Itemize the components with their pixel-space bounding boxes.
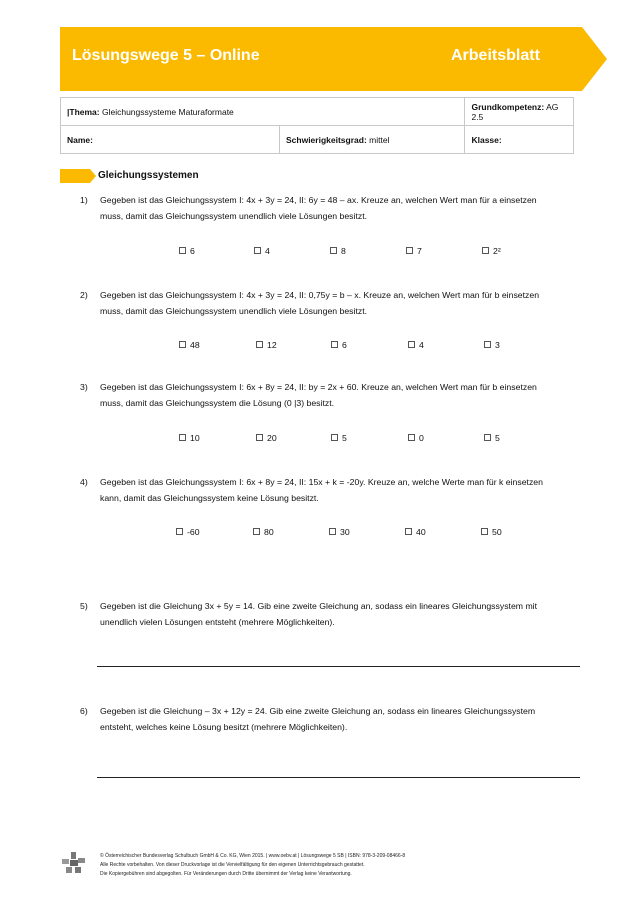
klasse-cell bbox=[465, 126, 574, 154]
question-number: 6) bbox=[80, 706, 88, 716]
option-label: 20 bbox=[267, 433, 277, 443]
answer-line-6[interactable] bbox=[97, 777, 580, 778]
option-checkbox[interactable] bbox=[405, 527, 426, 537]
checkbox-icon[interactable] bbox=[179, 341, 186, 348]
checkbox-icon[interactable] bbox=[408, 341, 415, 348]
option-checkbox[interactable] bbox=[256, 433, 277, 443]
checkbox-icon[interactable] bbox=[331, 341, 338, 348]
checkbox-icon[interactable] bbox=[481, 528, 488, 535]
option-label: 6 bbox=[342, 340, 347, 350]
thema-cell bbox=[61, 98, 465, 126]
option-checkbox[interactable] bbox=[253, 527, 274, 537]
section-arrow-icon bbox=[60, 169, 96, 183]
publisher-logo-icon bbox=[62, 852, 86, 874]
checkbox-icon[interactable] bbox=[484, 434, 491, 441]
checkbox-icon[interactable] bbox=[253, 528, 260, 535]
question-text: Gegeben ist das Gleichungssystem I: 6x + 8y = 24, II: 15x + k = -20y. Kreuze an, welche Werte man für k einsetzen kann, damit das Gleichungssystem keine Lösung besitzt. bbox=[100, 477, 543, 503]
worksheet-info-table bbox=[60, 97, 574, 154]
option-checkbox[interactable] bbox=[330, 246, 346, 256]
question-text: Gegeben ist das Gleichungssystem I: 4x + 3y = 24, II: 6y = 48 – ax. Kreuze an, welchen Wert man für a einsetzen muss, damit das Gleichungssystem unendlich viele Lösungen besitzt. bbox=[100, 195, 537, 221]
option-label: 5 bbox=[495, 433, 500, 443]
option-label: 3 bbox=[495, 340, 500, 350]
name-label: Name: bbox=[67, 134, 93, 145]
option-label: 48 bbox=[190, 340, 200, 350]
grundkompetenz-value: AG 2.5 bbox=[471, 101, 559, 122]
question-text: Gegeben ist die Gleichung – 3x + 12y = 24. Gib eine zweite Gleichung an, sodass ein lineares Gleichungssystem entsteht, welches keine Lösung besitzt (mehrere Möglichkeiten). bbox=[100, 706, 536, 732]
footer-line: © Österreichischer Bundesverlag Schulbuch GmbH & Co. KG, Wien 2015. | www.oebv.at | Lösungswege 5 SB | ISBN: 978-3-209-08466-8 bbox=[100, 853, 406, 859]
option-label: 40 bbox=[416, 527, 426, 537]
schwierigkeit-label: Schwierigkeitsgrad: bbox=[286, 134, 367, 145]
option-checkbox[interactable] bbox=[408, 433, 424, 443]
option-label: 10 bbox=[190, 433, 200, 443]
option-label: 80 bbox=[264, 527, 274, 537]
option-label: 30 bbox=[340, 527, 350, 537]
option-label: 6 bbox=[190, 246, 195, 256]
checkbox-icon[interactable] bbox=[408, 434, 415, 441]
option-checkbox[interactable] bbox=[179, 433, 200, 443]
checkbox-icon[interactable] bbox=[405, 528, 412, 535]
question-text: Gegeben ist das Gleichungssystem I: 6x + 8y = 24, II: by = 2x + 60. Kreuze an, welchen Wert man für b einsetzen muss, damit das Gleichungssystem die Lösung (0 |3) besitzt. bbox=[100, 382, 537, 408]
option-label: 2² bbox=[493, 246, 501, 256]
option-checkbox[interactable] bbox=[331, 433, 347, 443]
question-number: 1) bbox=[80, 195, 88, 205]
question-text: Gegeben ist die Gleichung 3x + 5y = 14. Gib eine zweite Gleichung an, sodass ein lineares Gleichungssystem mit unendlich vielen Lösungen entsteht (mehrere Möglichkeiten). bbox=[100, 601, 538, 627]
option-checkbox[interactable] bbox=[481, 527, 502, 537]
checkbox-icon[interactable] bbox=[331, 434, 338, 441]
question-number: 4) bbox=[80, 477, 88, 487]
checkbox-icon[interactable] bbox=[179, 247, 186, 254]
option-checkbox[interactable] bbox=[484, 340, 500, 350]
answer-line-5[interactable] bbox=[97, 666, 580, 667]
option-label: 5 bbox=[342, 433, 347, 443]
footer-line: Die Kopiergebühren sind abgegolten. Für Veränderungen durch Dritte übernimmt der Verlag keine Verantwortung. bbox=[100, 871, 352, 877]
option-label: 4 bbox=[265, 246, 270, 256]
option-label: 12 bbox=[267, 340, 277, 350]
option-checkbox[interactable] bbox=[179, 246, 195, 256]
question-number: 5) bbox=[80, 601, 88, 611]
footer-line: Alle Rechte vorbehalten. Von dieser Druckvorlage ist die Vervielfältigung für den eigenen Unterrichtsgebrauch gestattet. bbox=[100, 862, 365, 868]
option-checkbox[interactable] bbox=[179, 340, 200, 350]
checkbox-icon[interactable] bbox=[179, 434, 186, 441]
question-text: Gegeben ist das Gleichungssystem I: 4x + 3y = 24, II: 0,75y = b – x. Kreuze an, welchen Wert man für b einsetzen muss, damit das Gleichungssystem unendlich viele Lösungen besitzt. bbox=[100, 290, 540, 316]
checkbox-icon[interactable] bbox=[256, 341, 263, 348]
option-checkbox[interactable] bbox=[482, 246, 501, 256]
checkbox-icon[interactable] bbox=[176, 528, 183, 535]
checkbox-icon[interactable] bbox=[256, 434, 263, 441]
option-label: -60 bbox=[187, 527, 200, 537]
option-checkbox[interactable] bbox=[406, 246, 422, 256]
option-label: 4 bbox=[419, 340, 424, 350]
checkbox-icon[interactable] bbox=[330, 247, 337, 254]
option-label: 0 bbox=[419, 433, 424, 443]
grundkompetenz-label: Grundkompetenz: bbox=[471, 101, 545, 112]
grundkompetenz-cell bbox=[465, 98, 574, 126]
question-number: 3) bbox=[80, 382, 88, 392]
option-checkbox[interactable] bbox=[329, 527, 350, 537]
checkbox-icon[interactable] bbox=[482, 247, 489, 254]
option-label: 8 bbox=[341, 246, 346, 256]
checkbox-icon[interactable] bbox=[254, 247, 261, 254]
option-checkbox[interactable] bbox=[484, 433, 500, 443]
section-title: Gleichungssystemen bbox=[98, 170, 199, 181]
option-label: 7 bbox=[417, 246, 422, 256]
name-cell bbox=[61, 126, 280, 154]
checkbox-icon[interactable] bbox=[406, 247, 413, 254]
option-checkbox[interactable] bbox=[176, 527, 200, 537]
option-checkbox[interactable] bbox=[256, 340, 277, 350]
option-checkbox[interactable] bbox=[254, 246, 270, 256]
worksheet-type-label: Arbeitsblatt bbox=[451, 47, 540, 64]
checkbox-icon[interactable] bbox=[484, 341, 491, 348]
thema-value: Gleichungssysteme Maturaformate bbox=[101, 106, 234, 117]
option-checkbox[interactable] bbox=[408, 340, 424, 350]
option-checkbox[interactable] bbox=[331, 340, 347, 350]
checkbox-icon[interactable] bbox=[329, 528, 336, 535]
worksheet-series-title: Lösungswege 5 – Online bbox=[72, 47, 260, 64]
klasse-label: Klasse: bbox=[471, 134, 502, 145]
thema-label: |Thema: bbox=[67, 106, 100, 117]
schwierigkeit-value: mittel bbox=[369, 134, 390, 145]
copyright-footer bbox=[100, 852, 405, 879]
schwierigkeit-cell bbox=[280, 126, 465, 154]
question-number: 2) bbox=[80, 290, 88, 300]
option-label: 50 bbox=[492, 527, 502, 537]
